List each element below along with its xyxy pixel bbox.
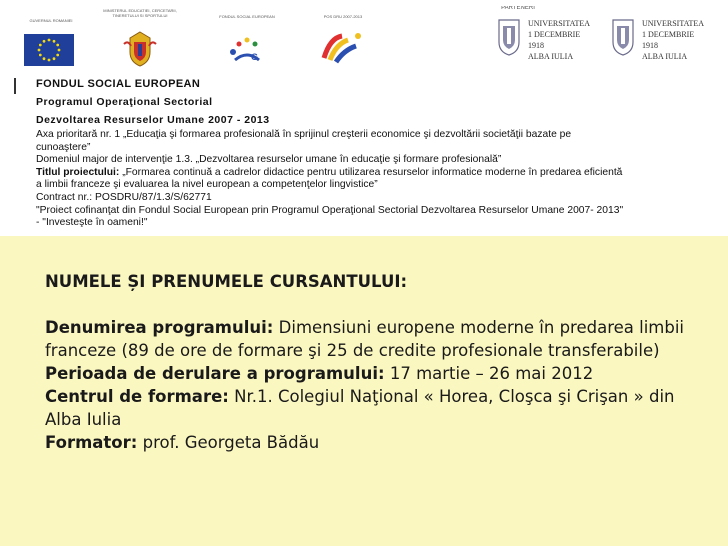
partners-label: PARTENERI xyxy=(501,6,535,11)
program-title: Programul Operaţional Sectorial xyxy=(36,96,213,108)
program-period xyxy=(45,362,685,385)
divider xyxy=(14,78,16,94)
fse-caption: FONDUL SOCIAL EUROPEAN xyxy=(219,14,275,19)
university-crest-text-2: UNIVERSITATEA 1 DECEMBRIE 1918 ALBA IULIA xyxy=(642,19,705,61)
contract-number: Contract nr.: POSDRU/87/1.3/S/62771 xyxy=(36,191,212,203)
university-crest-icon xyxy=(496,18,522,56)
university-crest-icon xyxy=(610,18,636,56)
fse-logo xyxy=(212,14,282,19)
student-name-label: NUMELE ȘI PRENUMELE CURSANTULUI: xyxy=(45,272,408,291)
program-period-label: Perioada de derulare a programului: xyxy=(45,364,385,383)
fund-title: FONDUL SOCIAL EUROPEAN xyxy=(36,78,201,90)
project-title-value: „Formarea continuă a cadrelor didactice pentru utilizarea resurselor informatice moderne în predarea eficientă a limbii franceze şi evaluarea la nivel european a competenţelor lingvistice” xyxy=(36,166,623,191)
training-center-value: Nr.1. Colegiul Naţional « Horea, Cloşca şi Crişan » din Alba Iulia xyxy=(45,387,675,429)
course-details-panel xyxy=(0,236,728,546)
training-center-label: Centrul de formare: xyxy=(45,387,229,406)
project-title xyxy=(36,167,626,192)
coat-of-arms-icon xyxy=(120,30,160,68)
trainer-value: prof. Georgeta Bădău xyxy=(137,433,320,452)
spacer xyxy=(45,293,685,316)
trainer xyxy=(45,431,685,454)
training-center xyxy=(45,385,685,431)
trainer-label: Formator: xyxy=(45,433,138,452)
svg-text:G: G xyxy=(251,52,259,62)
cofinance-statement: "Proiect cofinanţat din Fondul Social European prin Programul Operaţional Sectorial Dezvoltarea Resurselor Umane 2007- 2013" - "Investeşte în oameni!" xyxy=(36,204,624,229)
program-name xyxy=(45,316,685,362)
eu-logo xyxy=(24,18,78,23)
program-period-value: 17 martie – 26 mai 2012 xyxy=(384,364,594,383)
course-details xyxy=(45,270,685,454)
posdru-caption: POS DRU 2007-2013 xyxy=(323,14,363,19)
project-header xyxy=(0,0,728,236)
posdru-logo xyxy=(308,14,378,19)
university-crest-text-1: UNIVERSITATEA 1 DECEMBRIE 1918 ALBA IULIA xyxy=(528,19,591,61)
stars-logo-icon xyxy=(225,32,269,72)
program-name-value: Dimensiuni europene moderne în predarea limbii franceze (89 de ore de formare şi 25 de credite profesionale transferabile) xyxy=(45,318,685,360)
eu-flag-icon xyxy=(24,34,74,66)
project-title-label: Titlul proiectului: xyxy=(36,166,120,178)
ministry-logo xyxy=(100,8,180,18)
project-info-block xyxy=(36,78,626,230)
intervention-domain: Domeniul major de intervenţie 1.3. „Dezvoltarea resurselor umane în educaţie şi formare profesională” xyxy=(36,154,502,166)
ministry-caption: MINISTERUL EDUCATIEI, CERCETARII, TINERETULUI SI SPORTULUI xyxy=(103,8,177,18)
program-name-label: Denumirea programului: xyxy=(45,318,274,337)
priority-axis: Axa prioritară nr. 1 „Educaţia şi formarea profesională în sprijinul creşterii economice şi dezvoltării societăţii bazate pe cunoaştere” xyxy=(36,129,572,153)
eu-caption: GUVERNUL ROMANIEI xyxy=(29,18,73,23)
swirl-logo-icon xyxy=(318,28,366,68)
program-subtitle: Dezvoltarea Resurselor Umane 2007 - 2013 xyxy=(36,114,270,126)
